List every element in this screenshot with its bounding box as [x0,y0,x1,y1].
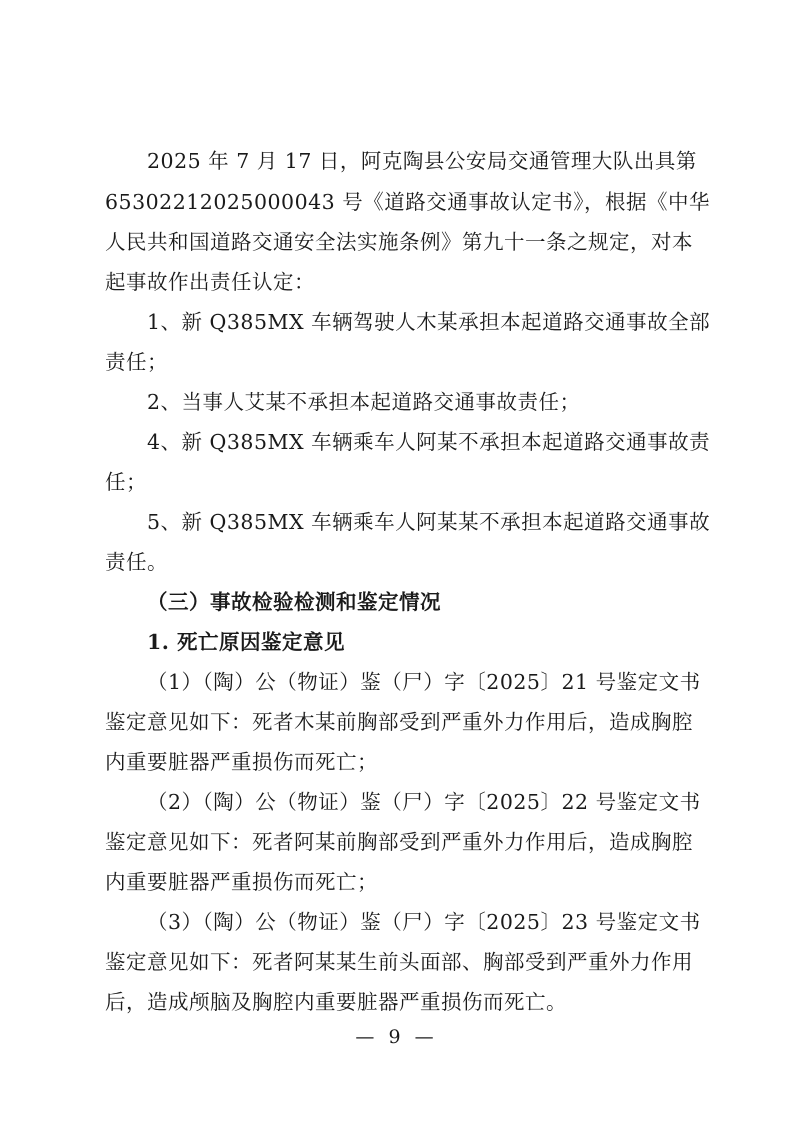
subsection-heading: 1. 死亡原因鉴定意见 [147,630,346,654]
paragraph-line: 2025 年 7 月 17 日，阿克陶县公安局交通管理大队出具第 [147,149,697,173]
list-item: 责任。 [105,550,168,574]
list-item: 任； [105,470,147,494]
paragraph-line: 65302212025000043 号《道路交通事故认定书》，根据《中华 [105,190,710,214]
paragraph-line: 起事故作出责任认定： [105,270,315,294]
paragraph-line: （2）（陶）公（物证）鉴（尸）字〔2025〕22 号鉴定文书 [147,790,701,814]
section-heading: （三）事故检验检测和鉴定情况 [147,590,441,614]
paragraph-line: 后，造成颅脑及胸腔内重要脏器严重损伤而死亡。 [105,990,567,1014]
list-item: 2、当事人艾某不承担本起道路交通事故责任； [147,390,581,414]
paragraph-line: （3）（陶）公（物证）鉴（尸）字〔2025〕23 号鉴定文书 [147,910,701,934]
list-item: 4、新 Q385MX 车辆乘车人阿某不承担本起道路交通事故责 [147,430,711,454]
paragraph-line: 人民共和国道路交通安全法实施条例》第九十一条之规定，对本 [105,230,693,254]
paragraph-line: 内重要脏器严重损伤而死亡； [105,870,378,894]
paragraph-line: 鉴定意见如下：死者阿某某生前头面部、胸部受到严重外力作用 [105,950,693,974]
list-item: 1、新 Q385MX 车辆驾驶人木某承担本起道路交通事故全部 [147,310,711,334]
page-number: — 9 — [355,1026,438,1048]
paragraph-line: （1）（陶）公（物证）鉴（尸）字〔2025〕21 号鉴定文书 [147,670,701,694]
paragraph-line: 鉴定意见如下：死者木某前胸部受到严重外力作用后，造成胸腔 [105,710,693,734]
paragraph-line: 内重要脏器严重损伤而死亡； [105,750,378,774]
list-item: 责任； [105,350,168,374]
list-item: 5、新 Q385MX 车辆乘车人阿某某不承担本起道路交通事故 [147,510,711,534]
paragraph-line: 鉴定意见如下：死者阿某前胸部受到严重外力作用后，造成胸腔 [105,830,693,854]
